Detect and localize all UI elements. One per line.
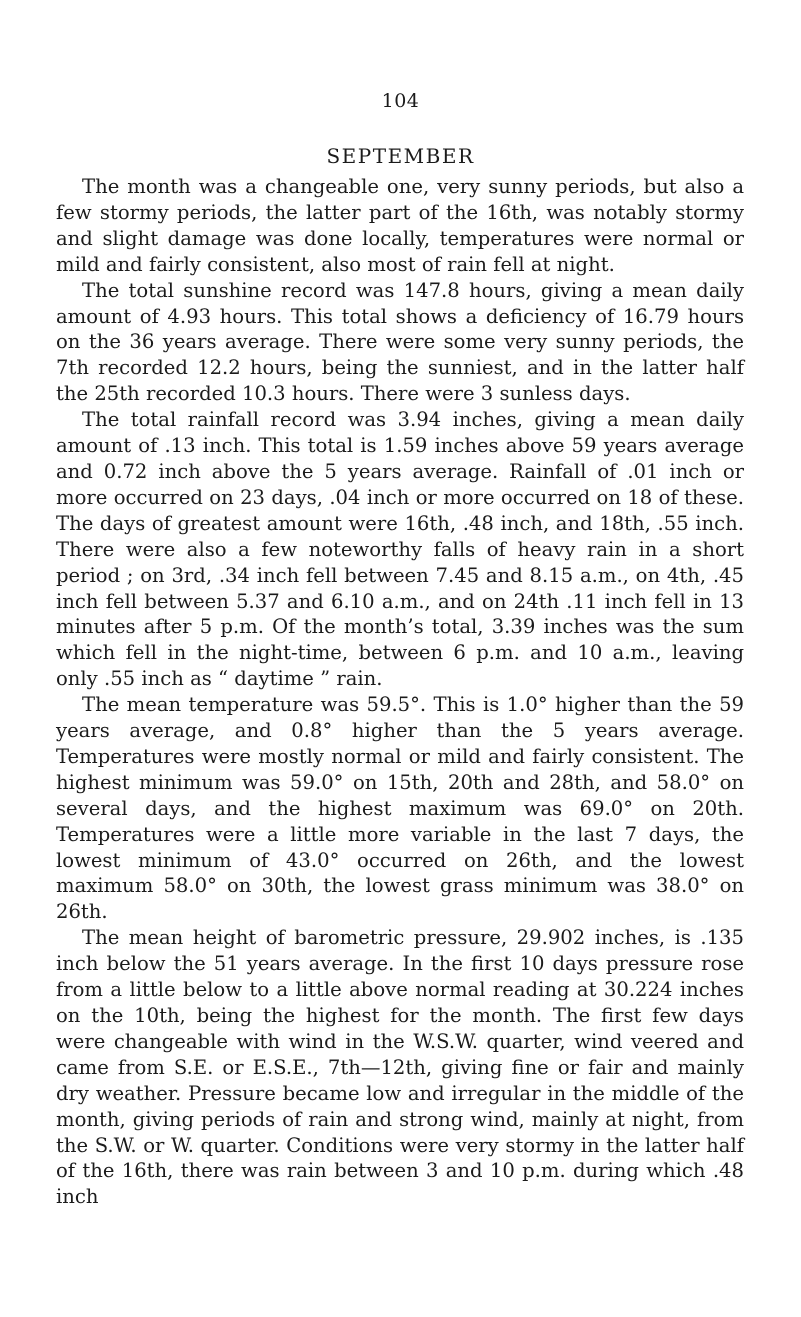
paragraph-temperature: The mean temperature was 59.5°. This is 1.0° higher than the 59 years average, and 0.8° higher than the 5 years average. Temperatures were mostly normal or mild and fairly consistent. The highest minimum was 59.0° on 15th, 20th and 28th, and 58.0° on several days, and the highest maximum was 69.0° on 20th. Temperatures were a little more variable in the last 7 days, the lowest minimum of 43.0° occurred on 26th, and the lowest maximum 58.0° on 30th, the lowest grass minimum was 38.0° on 26th.: [56, 693, 744, 924]
paragraph-rainfall: The total rainfall record was 3.94 inches, giving a mean daily amount of .13 inch. This total is 1.59 inches above 59 years average and 0.72 inch above the 5 years average. Rainfall of .01 inch or more occurred on 23 days, .04 inch or more occurred on 18 of these. The days of greatest amount were 16th, .48 inch, and 18th, .55 inch. There were also a few noteworthy falls of heavy rain in a short period ; on 3rd, .34 inch fell between 7.45 and 8.15 a.m., on 4th, .45 inch fell between 5.37 and 6.10 a.m., and on 24th .11 inch fell in 13 minutes after 5 p.m. Of the month’s total, 3.39 inches was the sum which fell in the night-time, between 6 p.m. and 10 a.m., leaving only .55 inch as “ daytime ” rain.: [56, 408, 744, 691]
page-number: 104: [381, 90, 420, 112]
paragraph-pressure: The mean height of barometric pressure, 29.902 inches, is .135 inch below the 51 years average. In the first 10 days pressure rose from a little below to a little above normal reading at 30.224 inches on the 10th, being the highest for the month. The first few days were changeable with wind in the W.S.W. quarter, wind veered and came from S.E. or E.S.E., 7th—12th, giving fine or fair and mainly dry weather. Pressure became low and irregular in the middle of the month, giving periods of rain and strong wind, mainly at night, from the S.W. or W. quarter. Conditions were very stormy in the latter half of the 16th, there was rain between 3 and 10 p.m. during which .48 inch: [56, 926, 744, 1209]
section-heading: SEPTEMBER: [326, 144, 475, 168]
paragraph-sunshine: The total sunshine record was 147.8 hours, giving a mean daily amount of 4.93 hours. This total shows a deficiency of 16.79 hours on the 36 years average. There were some very sunny periods, the 7th recorded 12.2 hours, being the sunniest, and in the latter half the 25th recorded 10.3 hours. There were 3 sunless days.: [56, 278, 744, 406]
paragraph-general: The month was a changeable one, very sunny periods, but also a few stormy periods, the latter part of the 16th, was notably stormy and slight damage was done locally, temperatures were normal or mild and fairly consistent, also most of rain fell at night.: [56, 175, 744, 276]
body-text: [56, 174, 744, 1210]
